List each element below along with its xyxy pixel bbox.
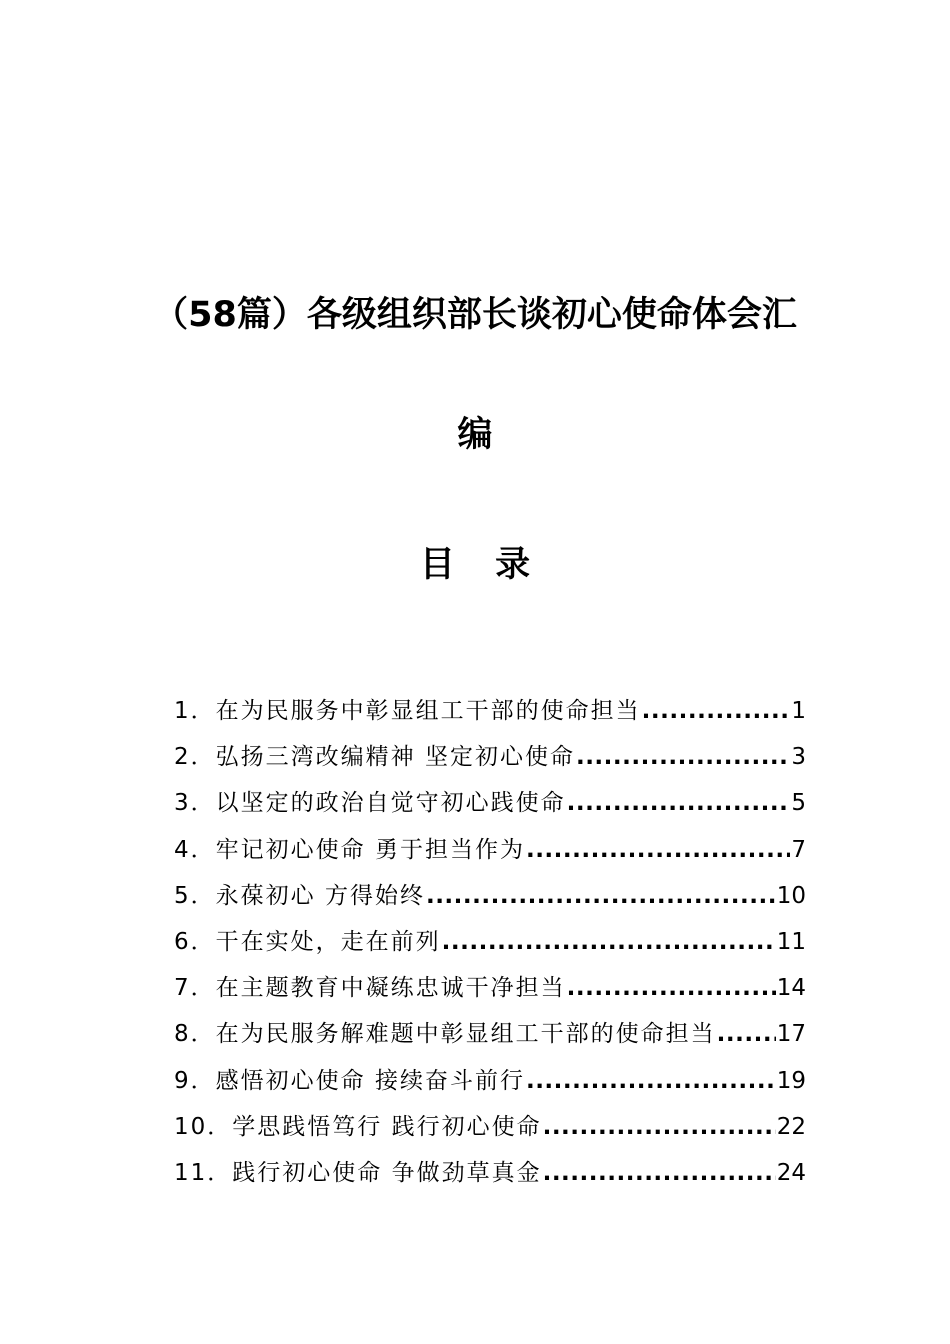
toc-leader-dots <box>576 734 790 780</box>
toc-leader-dots <box>717 1011 776 1057</box>
document-title-line-2: 编 <box>457 415 493 455</box>
toc-entry-page: 19 <box>776 1067 806 1094</box>
toc-entry-page: 24 <box>776 1159 806 1186</box>
toc-entry-page: 10 <box>776 882 806 909</box>
toc-entry-title: 9．感悟初心使命 接续奋斗前行 <box>174 1067 525 1094</box>
toc-entry[interactable] <box>174 873 806 919</box>
toc-entry-title: 10．学思践悟笃行 践行初心使命 <box>174 1113 542 1140</box>
toc-entry-page: 14 <box>776 975 806 1002</box>
toc-entry[interactable] <box>174 919 806 965</box>
toc-entry-title: 5．永葆初心 方得始终 <box>174 882 425 909</box>
toc-entry-page: 5 <box>791 790 806 817</box>
toc-entry[interactable] <box>174 780 806 826</box>
toc-entry-page: 3 <box>791 744 806 771</box>
toc-entry-page: 1 <box>791 698 806 724</box>
toc-entry-title: 2．弘扬三湾改编精神 坚定初心使命 <box>174 744 575 771</box>
toc-entry-title: 6．干在实处，走在前列 <box>174 928 441 955</box>
toc-entry-page: 7 <box>791 836 806 863</box>
toc-entry-page: 11 <box>776 928 806 955</box>
toc-entry-page: 17 <box>776 1021 806 1048</box>
toc-entry-title: 4．牢记初心使命 勇于担当作为 <box>174 836 525 863</box>
toc-entry[interactable] <box>174 827 806 873</box>
toc-leader-dots <box>642 688 791 734</box>
document-title-line-1: （58篇）各级组织部长谈初心使命体会汇 <box>153 295 797 335</box>
toc-heading: 目 录 <box>419 545 545 585</box>
toc-leader-dots <box>543 1104 776 1150</box>
toc-entry[interactable] <box>174 1150 806 1196</box>
toc-entry-title: 11．践行初心使命 争做劲草真金 <box>174 1159 542 1186</box>
toc-leader-dots <box>526 1058 776 1104</box>
toc-entry-page: 22 <box>776 1113 806 1140</box>
toc-entry-title: 3．以坚定的政治自觉守初心践使命 <box>174 790 566 817</box>
toc-entry[interactable] <box>174 1104 806 1150</box>
toc-leader-dots <box>567 780 791 826</box>
toc-entry[interactable] <box>174 734 806 780</box>
toc-leader-dots <box>426 873 776 919</box>
toc-leader-dots <box>526 827 790 873</box>
toc-entry[interactable] <box>174 688 806 734</box>
toc-leader-dots <box>543 1150 776 1196</box>
toc-entry[interactable] <box>174 1058 806 1104</box>
toc-entry-title: 7．在主题教育中凝练忠诚干净担当 <box>174 975 566 1002</box>
toc-leader-dots <box>567 965 776 1011</box>
toc-entry-title: 1．在为民服务中彰显组工干部的使命担当 <box>174 698 641 724</box>
toc-entry[interactable] <box>174 1011 806 1057</box>
toc-leader-dots <box>442 919 776 965</box>
toc-entry-title: 8．在为民服务解难题中彰显组工干部的使命担当 <box>174 1021 716 1048</box>
toc-entry[interactable] <box>174 965 806 1011</box>
table-of-contents <box>174 688 806 1196</box>
